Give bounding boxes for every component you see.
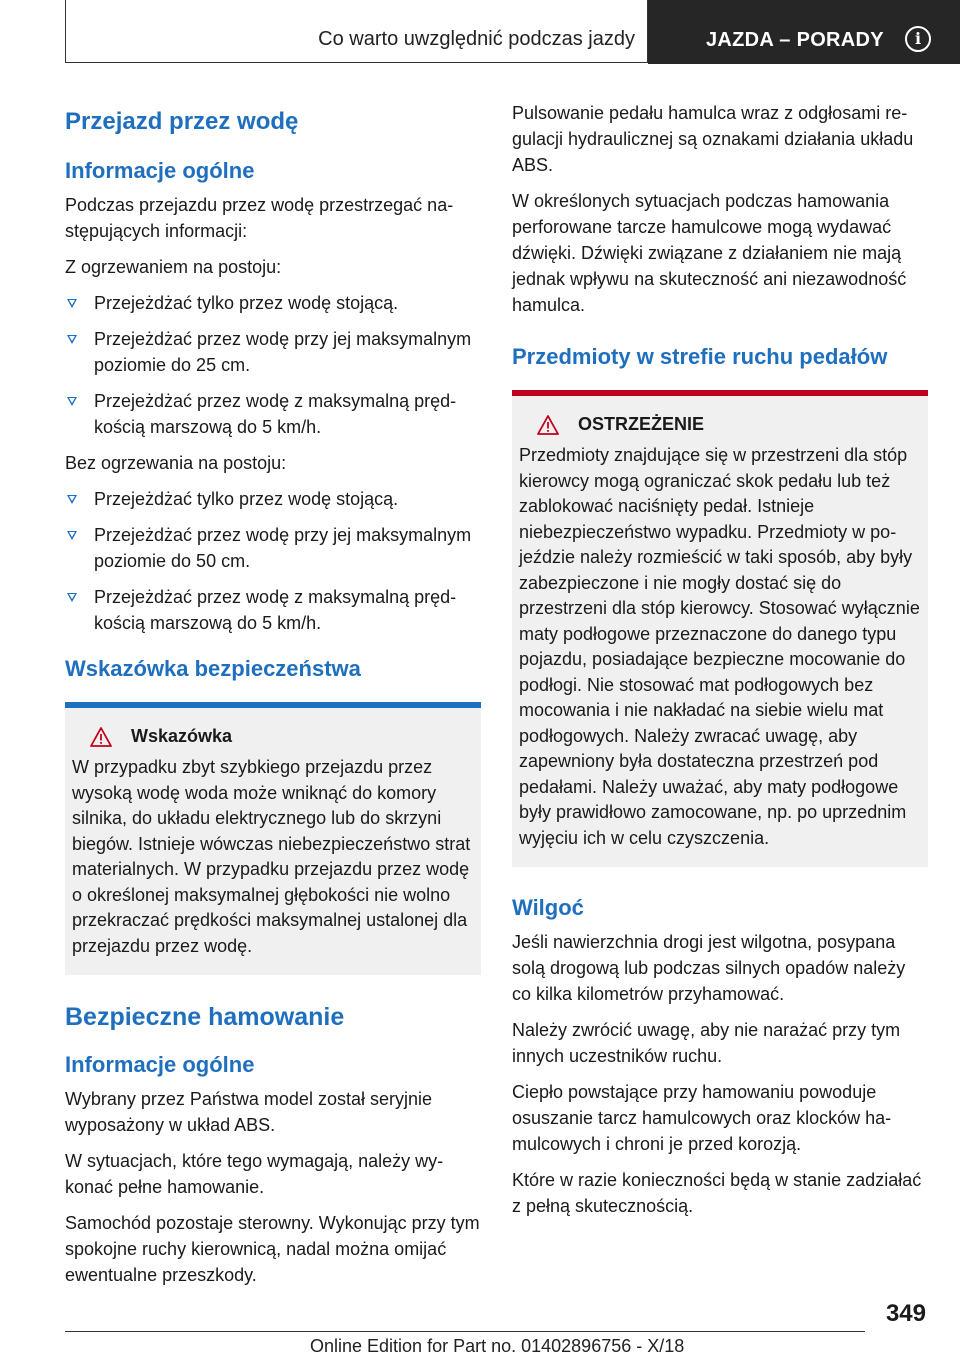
heading-general-info: Informacje ogólne xyxy=(65,158,255,183)
list-item: Przejeżdżać przez wodę przy jej maksymalnym poziomie do 25 cm. xyxy=(65,326,481,378)
title-water-crossing: Przejazd przez wodę xyxy=(65,108,299,135)
abs-text: Pulsowanie pedału hamulca wraz z odgłosami regulacji hydraulicznej są oznakami działania układu ABS. xyxy=(512,103,914,175)
info-icon: i xyxy=(905,26,931,52)
section-title: Co warto uwzględnić podczas jazdy xyxy=(318,28,635,50)
list-item: Przejeżdżać tylko przez wodę stojącą. xyxy=(65,486,481,512)
moisture-text-4: Które w razie konieczności będą w stanie zadziałać z pełną skutecznością. xyxy=(512,1170,922,1216)
left-column xyxy=(65,100,481,1298)
page-number: 349 xyxy=(885,1300,926,1327)
moisture-text-1: Jeśli nawierzchnia drogi jest wilgotna, posypana solą drogową lub podczas silnych opadów należy co kilka kilometrów przyhamować. xyxy=(512,932,906,1004)
heading-safety-notice: Wskazówka bezpieczeństwa xyxy=(65,656,361,681)
list-item: Przejeżdżać tylko przez wodę stojącą. xyxy=(65,290,481,316)
footer-divider xyxy=(65,1331,865,1332)
warning-triangle-icon xyxy=(537,415,559,435)
moisture-text-3: Ciepło powstające przy hamowaniu powoduje osuszanie tarcz hamulcowych oraz klocków hamulcowych i chroni je przed korozją. xyxy=(512,1082,892,1154)
heading-pedal-objects: Przedmioty w strefie ruchu pedałów xyxy=(512,344,888,369)
intro-text: Podczas przejazdu przez wodę przestrzegać następujących informacji: xyxy=(65,195,454,241)
unheated-list xyxy=(65,486,481,636)
disc-noise-text: W określonych sytuacjach podczas hamowania perforowane tarcze hamulcowe mogą wydawać dźwięki. Dźwięki związane z działaniem nie mają jednak wpływu na skuteczność ani niezawodność hamulca. xyxy=(512,191,907,315)
braking-text-3: Samochód pozostaje sterowny. Wykonując przy tym spokojne ruchy kierownicą, nadal można omijać ewentualne przeszkody. xyxy=(65,1213,480,1285)
heading-moisture: Wilgoć xyxy=(512,895,584,920)
warning-title: OSTRZEŻENIE xyxy=(519,414,920,435)
triangle-bullet-icon xyxy=(67,495,77,504)
list-item: Przejeżdżać przez wodę przy jej maksymalnym poziomie do 50 cm. xyxy=(65,522,481,574)
heated-label: Z ogrzewaniem na postoju: xyxy=(65,257,282,277)
unheated-label: Bez ogrzewania na postoju: xyxy=(65,453,287,473)
heated-list xyxy=(65,290,481,440)
chapter-title: JAZDA – PORADY xyxy=(706,29,884,51)
list-item: Przejeżdżać przez wodę z maksymalną prędkością marszową do 5 km/h. xyxy=(65,584,481,636)
right-column xyxy=(512,100,928,1229)
notice-box xyxy=(65,702,481,975)
warning-text: Przedmioty znajdujące się w przestrzeni dla stóp kierowcy mogą ograniczać skok pedału lub też zablokować naciśnięty pedał. Istnieje niebezpieczeństwo wypadku. Przedmioty w pojeździe należy rozmieścić w taki sposób, aby były zabezpieczone i nie mogły dostać się do przestrzeni dla stóp kierowcy. Stosować wyłącznie maty podłogowe przeznaczone do danego typu pojazdu, posiadające bezpieczne mocowanie do podłogi. Nie stosować mat podłogowych bez mocowania i nie nakładać na siebie wielu mat podłogowych. Należy zwracać uwagę, aby zapewniony była dostateczna przestrzeń pod pedałami. Należy uważać, aby maty podłogowe były prawidłowo zamocowane, np. po uprzednim wyjęciu ich w celu czyszczenia. xyxy=(519,445,920,848)
triangle-bullet-icon xyxy=(67,299,77,308)
warning-triangle-icon xyxy=(90,727,112,747)
edition-text: Online Edition for Part no. 01402896756 - X/18 xyxy=(310,1336,685,1356)
list-item: Przejeżdżać przez wodę z maksymalną prędkością marszową do 5 km/h. xyxy=(65,388,481,440)
moisture-text-2: Należy zwrócić uwagę, aby nie narażać przy tym innych uczestników ruchu. xyxy=(512,1020,901,1066)
notice-title: Wskazówka xyxy=(72,726,473,747)
warning-box xyxy=(512,390,928,867)
triangle-bullet-icon xyxy=(67,593,77,602)
section-tab xyxy=(65,0,648,63)
title-safe-braking: Bezpieczne hamowanie xyxy=(65,1003,345,1031)
triangle-bullet-icon xyxy=(67,397,77,406)
page-header xyxy=(65,0,960,64)
triangle-bullet-icon xyxy=(67,335,77,344)
triangle-bullet-icon xyxy=(67,531,77,540)
heading-braking-general: Informacje ogólne xyxy=(65,1052,255,1077)
braking-text-1: Wybrany przez Państwa model został seryjnie wyposażony w układ ABS. xyxy=(65,1089,432,1135)
braking-text-2: W sytuacjach, które tego wymagają, należy wykonać pełne hamowanie. xyxy=(65,1151,444,1197)
chapter-tab xyxy=(648,0,960,64)
notice-text: W przypadku zbyt szybkiego przejazdu przez wysoką wodę woda może wniknąć do komory silnika, do układu elektrycznego lub do skrzyni biegów. Istnieje wówczas niebezpieczeństwo strat materialnych. W przypadku przejazdu przez wodę o określonej maksymalnej głębokości nie wolno przekraczać prędkości maksymalnej ustalonej dla przejazdu przez wodę. xyxy=(72,757,471,956)
